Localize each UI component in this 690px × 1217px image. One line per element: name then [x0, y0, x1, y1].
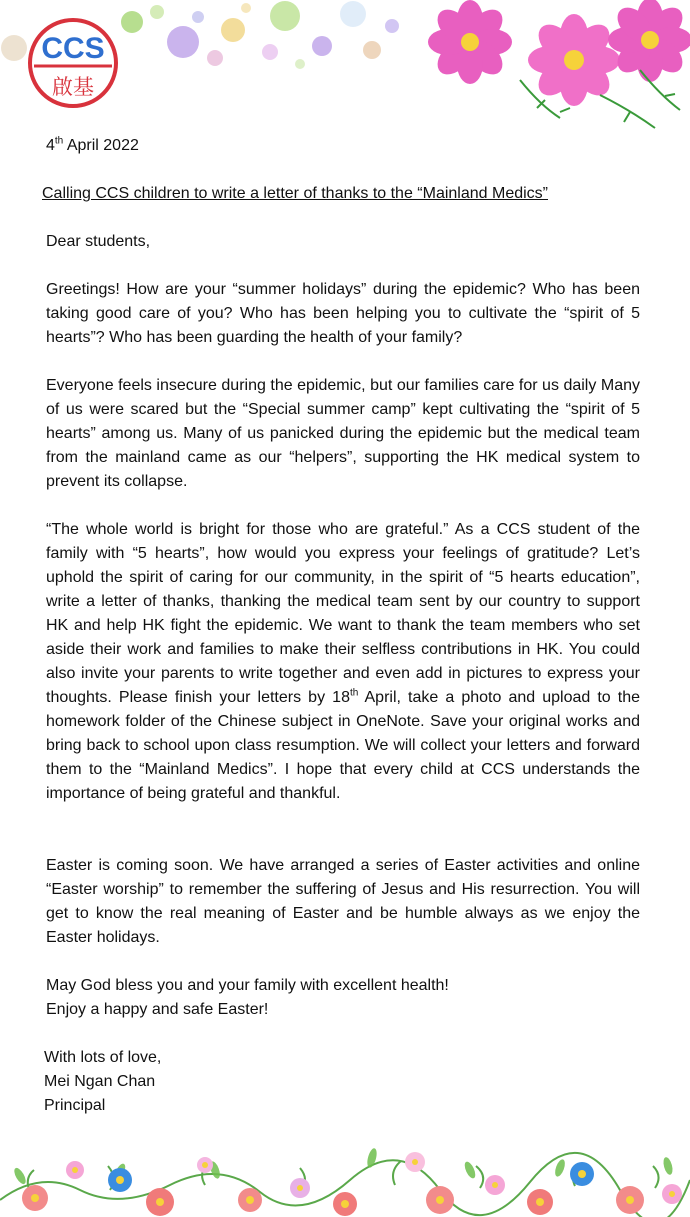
cosmos-flowers	[428, 0, 690, 128]
signatory-name: Mei Ngan Chan	[44, 1073, 156, 1090]
salutation: Dear students,	[46, 233, 151, 250]
signatory-title: Principal	[44, 1097, 106, 1114]
bottom-floral-border	[0, 1130, 690, 1217]
logo-text: CCS	[41, 32, 105, 65]
paragraph-easter: Easter is coming soon. We have arranged a series of Easter activities and online “Easter worship” to remember the suffering of Jesus and His resurrection. You will get to know the real meaning of Easter and be humble always as we enjoy the Easter holidays.	[46, 857, 640, 946]
paragraph-thank-you-letter: “The whole world is bright for those who are grateful.” As a CCS student of the family with “5 hearts”, how would you express your feelings of gratitude? Let’s uphold the spirit of caring for our community, in the spirit of “5 hearts education”, write a letter of thanks, thanking the medical team sent by our country to support HK and help HK fight the epidemic. We want to thank the team members who set aside their work and families to make their selfless contributions in HK. You could also invite your parents to write together and even add in pictures to express your thoughts. Please finish your letters by 18th April, take a photo and upload to the homework folder of the Chinese subject in OneNote. Save your original works and bring back to school upon class resumption. We will collect your letters and forward them to the “Mainland Medics”. I hope that every child at CCS understands the importance of being grateful and thankful.	[46, 521, 641, 802]
blessings	[46, 974, 640, 1022]
closing: With lots of love,	[44, 1049, 162, 1066]
blessing-line: May God bless you and your family with excellent health!	[46, 977, 449, 994]
letter-date: 4th April 2022	[46, 135, 139, 154]
letter-subject: Calling CCS children to write a letter of thanks to the “Mainland Medics”	[42, 185, 548, 202]
border-flowers	[22, 1152, 682, 1216]
signoff	[44, 1046, 638, 1118]
school-logo	[26, 14, 120, 112]
paragraph-epidemic: Everyone feels insecure during the epidemic, but our families care for us daily Many of us were scared but the “Special summer camp” kept cultivating the “spirit of 5 hearts” among us. Many of us panicked during the epidemic but the medical team from the mainland came as our “helpers”, supporting the HK medical system to prevent its collapse.	[46, 377, 640, 490]
logo-chinese-text: 啟基	[52, 75, 94, 99]
blessing-line: Enjoy a happy and safe Easter!	[46, 1001, 269, 1018]
paragraph-greetings: Greetings! How are your “summer holidays” during the epidemic? Who has been taking good care of you? Who has been helping you to cultivate the “spirit of 5 hearts”? Who has been guarding the health of your family?	[46, 281, 640, 346]
